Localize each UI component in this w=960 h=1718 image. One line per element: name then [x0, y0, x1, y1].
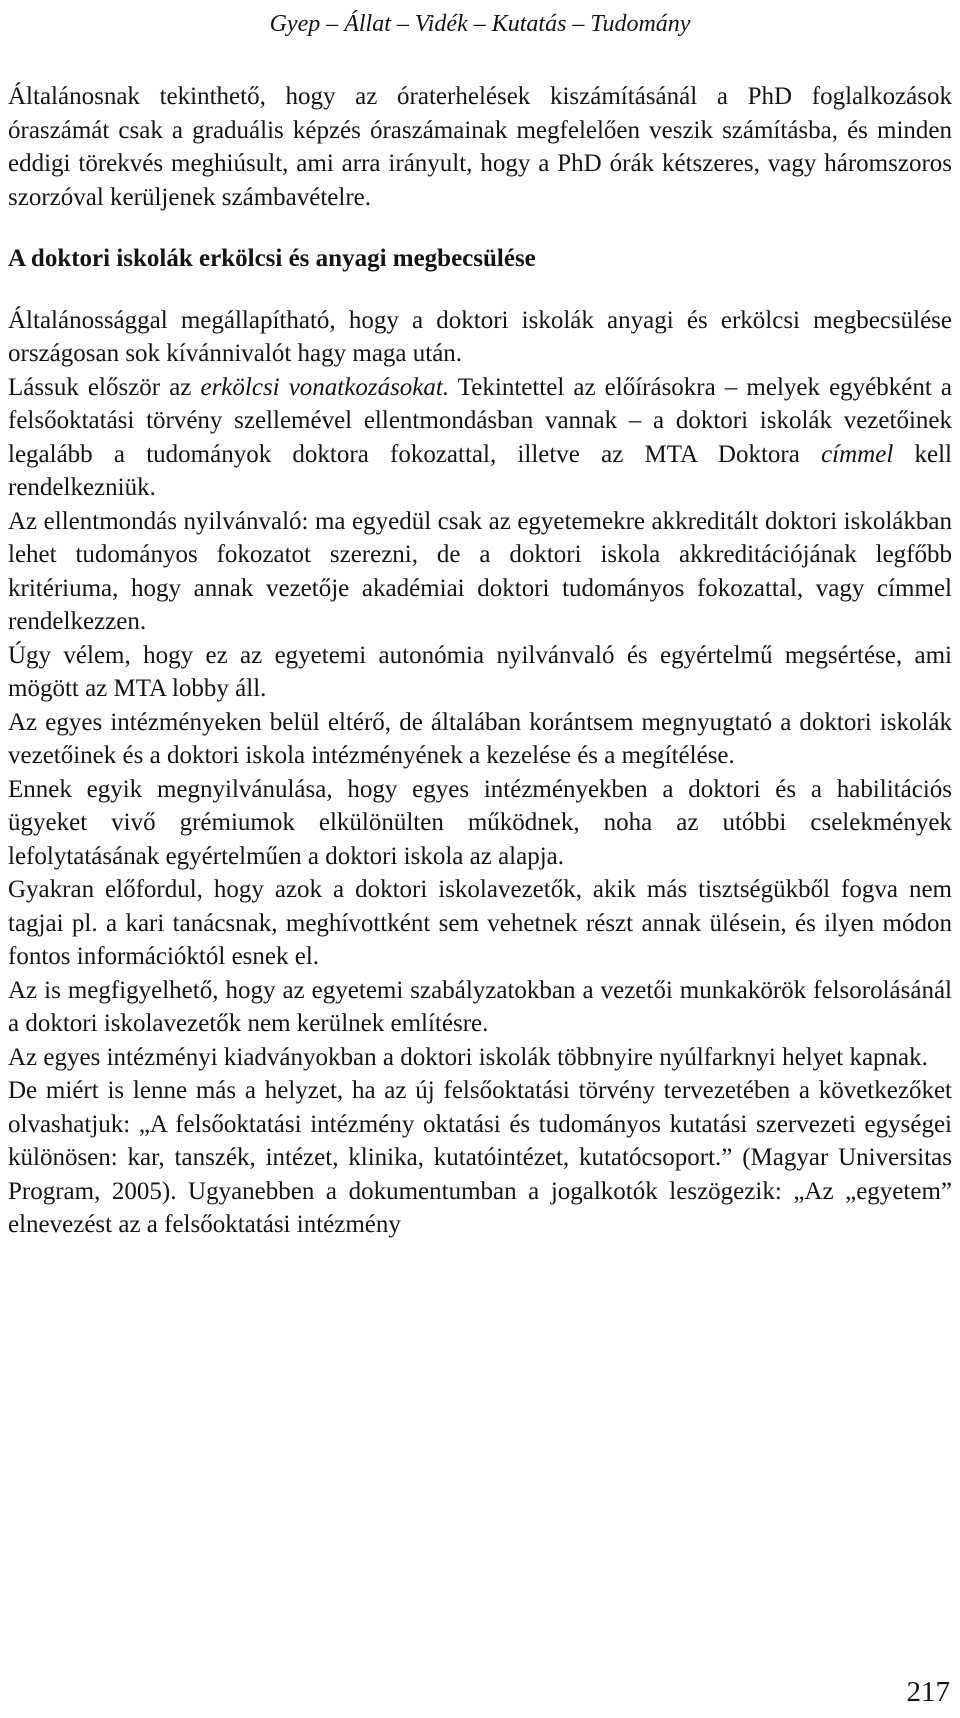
paragraph-2-middle: Tekintettel az előírásokra – melyek egyébként a felsőoktatási törvény szellemével ellentmondásban vannak – a doktori iskolák vezetőinek legalább a tudományok doktora fokozattal, illetve az MTA Doktora [8, 373, 952, 468]
paragraph-8: Az is megfigyelhető, hogy az egyetemi szabályzatokban a vezetői munkakörök felsorolásánál a doktori iskolavezetők nem kerülnek említésre. [8, 976, 952, 1037]
paragraph-10: De miért is lenne más a helyzet, ha az új felsőoktatási törvény tervezetében a következőket olvashatjuk: „A felsőoktatási intézmény oktatási és tudományos kutatási szervezeti egységei különösen: kar, tanszék, intézet, klinika, kutatóintézet, kutatócsoport.” (Magyar Universitas Program, 2005). Ugyanebben a dokumentumban a jogalkotók leszögezik: „Az „egyetem” elnevezést az a felsőoktatási intézmény [8, 1077, 952, 1238]
paragraph-5: Az egyes intézményeken belül eltérő, de általában korántsem megnyugtató a doktori iskolák vezetőinek és a doktori iskola intézményének a kezelése és a megítélése. [8, 708, 952, 769]
paragraph-6: Ennek egyik megnyilvánulása, hogy egyes intézményekben a doktori és a habilitációs ügyeket vivő grémiumok elkülönülten működnek, noha az utóbbi cselekmények lefolytatásának egyértelműen a doktori iskola az alapja. [8, 775, 952, 870]
paragraph-2 [8, 371, 952, 505]
paragraph-2-emphasis: erkölcsi vonatkozásokat. [200, 373, 450, 401]
paragraph-1: Általánossággal megállapítható, hogy a doktori iskolák anyagi és erkölcsi megbecsülése országosan sok kívánnivalót hagy maga után. [8, 306, 952, 367]
intro-paragraph: Általánosnak tekinthető, hogy az óraterhelések kiszámításánál a PhD foglalkozások óraszámát csak a graduális képzés óraszámainak megfelelően veszik számításba, és minden eddigi törekvés meghiúsult, ami arra irányult, hogy a PhD órák kétszeres, vagy háromszoros szorzóval kerüljenek számbavételre. [8, 83, 952, 211]
page-number: 217 [906, 1676, 950, 1708]
paragraph-2-lead: Lássuk először az [8, 373, 201, 401]
paragraph-4: Úgy vélem, hogy ez az egyetemi autonómia nyilvánvaló és egyértelmű megsértése, ami mögött az MTA lobby áll. [8, 641, 952, 702]
paragraph-9: Az egyes intézményi kiadványokban a doktori iskolák többnyire nyúlfarknyi helyet kapnak. [8, 1043, 928, 1071]
paragraph-2-tail: kell rendelkezniük. [8, 440, 952, 501]
body-text [8, 80, 952, 1242]
paragraph-7: Gyakran előfordul, hogy azok a doktori iskolavezetők, akik más tisztségükből fogva nem tagjai pl. a kari tanácsnak, meghívottként sem vehetnek részt annak ülésein, és ilyen módon fontos információktól esnek el. [8, 876, 952, 970]
section-heading: A doktori iskolák erkölcsi és anyagi megbecsülése [8, 245, 536, 272]
paragraph-3: Az ellentmondás nyilvánvaló: ma egyedül csak az egyetemekre akkreditált doktori iskolákban lehet tudományos fokozatot szerezni, de a doktori iskola akkreditációjának legfőbb kritériuma, hogy annak vezetője akadémiai doktori tudományos fokozattal, vagy címmel rendelkezzen. [8, 507, 952, 635]
running-header: Gyep – Állat – Vidék – Kutatás – Tudomány [269, 11, 691, 37]
paragraph-2-emphasis-2: címmel [821, 440, 894, 468]
